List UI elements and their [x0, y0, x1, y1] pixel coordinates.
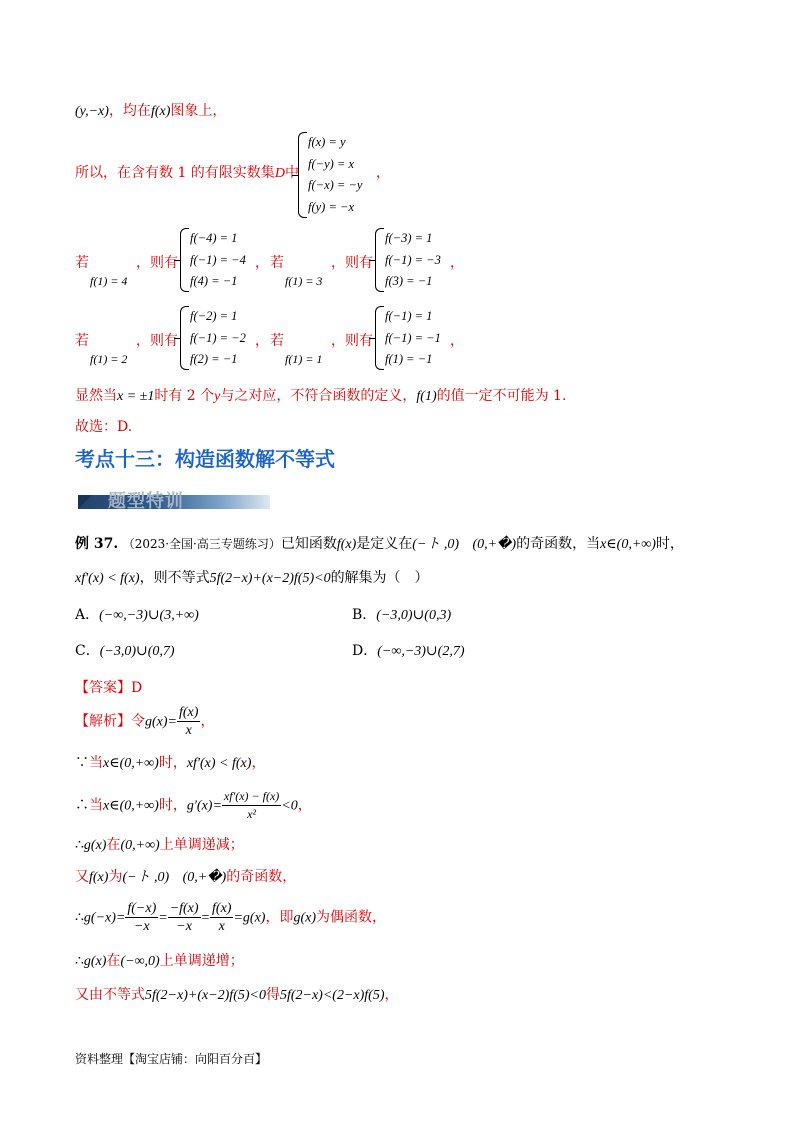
text: 在	[106, 837, 121, 853]
therefore-symbol: ∴	[75, 909, 84, 926]
conclusion	[75, 385, 566, 405]
math: f(1)	[416, 389, 437, 404]
analysis-label: 【解析】	[75, 713, 131, 730]
eq: f(1) = −1	[385, 352, 433, 366]
equals: =	[200, 910, 211, 926]
math: g(x)	[83, 838, 107, 853]
because-symbol: ∵	[75, 755, 89, 771]
option-d[interactable]	[352, 640, 465, 660]
text: 在	[106, 953, 121, 969]
text: 所以，在含有数 1 的有限实数集	[75, 165, 275, 181]
text: 时，	[158, 797, 187, 814]
text: ，均在	[108, 103, 151, 119]
fraction	[177, 704, 200, 739]
banner	[78, 487, 270, 512]
case-then: ，则有	[331, 333, 373, 349]
text: 的值一定不可能为 1.	[436, 388, 567, 404]
text: 当	[89, 755, 103, 771]
math: <0	[281, 798, 298, 814]
eq: f(−1) = 1	[385, 309, 433, 323]
math: 5f(2−x)+(x−2)f(5)<0	[145, 988, 266, 1003]
step-2	[75, 788, 312, 823]
text: 又由不等式	[75, 987, 145, 1003]
option-letter: B．	[352, 607, 377, 623]
option-a[interactable]	[75, 604, 199, 624]
coord-expr: (y,−x)	[75, 104, 109, 119]
math: (−ト ,0)	[122, 870, 170, 885]
example-line-1	[75, 533, 684, 553]
math: x∈(0,+∞)	[600, 537, 656, 552]
numerator: f(x)	[212, 901, 232, 916]
math: (0,+�)	[472, 537, 517, 552]
text: ，	[376, 165, 390, 181]
case-if: 若	[75, 333, 89, 349]
system-case-4	[375, 306, 455, 370]
system-case-1	[180, 228, 260, 292]
math: y	[214, 389, 221, 404]
text: 的解集为（ ）	[330, 570, 429, 586]
text: ，	[200, 713, 215, 730]
analysis	[75, 704, 214, 739]
therefore-symbol: ∴	[75, 953, 84, 969]
set-d: D	[274, 166, 285, 181]
math: g′(x)=	[186, 798, 222, 814]
text: 与之对应，不符合函数的定义，	[220, 388, 417, 404]
numerator: f(x)	[179, 705, 199, 720]
example-source: （2023·全国·高三专题练习）	[122, 537, 281, 551]
case-then: ，则有	[136, 333, 178, 349]
fraction	[125, 900, 158, 935]
eq: f(−1) = −2	[190, 330, 246, 345]
system-case-3	[180, 306, 260, 370]
text: 又	[75, 869, 89, 885]
eq: f(−1) = −1	[385, 330, 441, 345]
text: 当	[89, 797, 103, 814]
eq: f(3) = −1	[385, 274, 433, 288]
math: (−∞,0)	[120, 954, 160, 969]
denominator: −x	[133, 919, 150, 934]
step-1	[75, 752, 265, 772]
case-then: ，则有	[136, 255, 178, 271]
math: g(x)=	[145, 714, 177, 730]
math: g(x)	[83, 954, 107, 969]
eq: f(−2) = 1	[190, 309, 238, 323]
eq: f(−4) = 1	[190, 231, 238, 245]
text: ，	[255, 333, 269, 349]
example-label: 例 37.	[75, 536, 119, 552]
numerator: −f(x)	[169, 901, 199, 916]
case-cond: f(1) = 1	[285, 352, 323, 366]
text: 为偶函数，	[316, 909, 386, 926]
eq: f(y) = −x	[308, 199, 355, 214]
step-5	[75, 900, 386, 935]
line-2-text	[75, 162, 299, 182]
numerator: xf′(x) − f(x)	[222, 788, 281, 806]
denominator: x	[218, 919, 225, 934]
text: 上单调递减；	[159, 837, 244, 853]
option-letter: D．	[352, 643, 378, 659]
math: xf′(x) < f(x)	[75, 571, 140, 586]
math: xf′(x) < f(x)	[186, 756, 252, 771]
text: ，	[450, 333, 464, 349]
option-value: (−3,0)∪(0,7)	[99, 644, 175, 659]
eq: f(2) = −1	[190, 352, 238, 366]
line-1	[75, 100, 226, 120]
text: ，则不等式	[139, 570, 210, 586]
therefore-symbol: ∴	[75, 837, 84, 853]
option-value: (−∞,−3)∪(2,7)	[377, 644, 465, 659]
banner-label: 题型特训	[108, 491, 184, 512]
math: f(x)	[150, 104, 171, 119]
case-if: 若	[75, 255, 89, 271]
text: 图象上，	[170, 103, 227, 119]
text: ，	[384, 987, 399, 1003]
math: (0,+∞)	[120, 838, 160, 853]
text: 已知函数	[280, 536, 337, 552]
math: g(x)	[293, 910, 316, 926]
eq: f(−1) = −3	[385, 252, 441, 267]
numerator: f(−x)	[127, 901, 157, 916]
text: 为	[108, 869, 123, 885]
text: 时有 2 个	[154, 388, 215, 404]
answer: 【答案】D	[75, 680, 143, 696]
case-if: 若	[270, 333, 284, 349]
math: f(x)	[89, 870, 109, 885]
example-line-2	[75, 567, 429, 587]
math: (−ト ,0)	[412, 537, 460, 552]
choose-answer: 故选：D.	[75, 419, 133, 435]
therefore-symbol: ∴	[75, 797, 89, 814]
step-7	[75, 984, 399, 1004]
math: (0,+�)	[182, 870, 227, 885]
case-if: 若	[270, 255, 284, 271]
section-title: 考点十三：构造函数解不等式	[75, 447, 335, 471]
option-value: (−3,0)∪(0,3)	[376, 608, 452, 623]
eq: f(4) = −1	[190, 274, 238, 288]
system-case-2	[375, 228, 455, 292]
text: 是定义在	[356, 536, 413, 552]
math: x∈(0,+∞)	[103, 756, 159, 771]
case-cond: f(1) = 3	[285, 274, 323, 288]
math: 5f(2−x)+(x−2)f(5)<0	[209, 571, 331, 586]
step-3	[75, 834, 244, 854]
eq: f(−y) = x	[308, 156, 355, 171]
fraction	[210, 900, 233, 935]
denominator: x²	[247, 807, 257, 821]
denominator: x	[185, 723, 192, 738]
text: 时，	[655, 536, 684, 552]
denominator: −x	[176, 919, 192, 934]
case-cond: f(1) = 4	[90, 274, 128, 288]
option-value: (−∞,−3)∪(3,+∞)	[99, 608, 199, 623]
option-c[interactable]	[75, 640, 175, 660]
fraction	[168, 900, 201, 935]
text: ，	[450, 255, 464, 271]
text: 显然当	[75, 388, 117, 404]
fraction	[222, 788, 281, 823]
math: g(−x)=	[83, 910, 126, 926]
math: f(x)	[336, 537, 357, 552]
text: ，	[297, 797, 312, 814]
text: ，即	[265, 909, 294, 926]
eq: f(−3) = 1	[385, 231, 433, 245]
option-letter: C．	[75, 643, 100, 659]
text: 时，	[158, 755, 187, 771]
equals: =	[158, 910, 168, 926]
text: ，	[255, 255, 269, 271]
eq: f(−1) = −4	[190, 252, 246, 267]
option-b[interactable]	[352, 604, 451, 624]
case-then: ，则有	[331, 255, 373, 271]
text: 上单调递增；	[159, 953, 244, 969]
text: 得	[265, 987, 280, 1003]
math: 5f(2−x)<(2−x)f(5)	[279, 988, 385, 1003]
text: 中	[284, 165, 299, 181]
math: x = ±1	[117, 389, 155, 404]
step-4	[75, 866, 296, 886]
system-main	[298, 132, 378, 218]
case-cond: f(1) = 2	[90, 352, 128, 366]
math: =g(x)	[233, 910, 266, 926]
text: 的奇函数，	[226, 869, 297, 885]
text: 令	[131, 713, 145, 730]
eq: f(−x) = −y	[308, 178, 363, 192]
footer: 资料整理【淘宝店铺：向阳百分百】	[75, 1052, 268, 1066]
step-6	[75, 950, 244, 970]
option-letter: A．	[75, 607, 100, 623]
text: 的奇函数，当	[516, 536, 601, 552]
text: ，	[251, 755, 266, 771]
eq: f(x) = y	[308, 135, 346, 149]
math: x∈(0,+∞)	[103, 798, 159, 814]
